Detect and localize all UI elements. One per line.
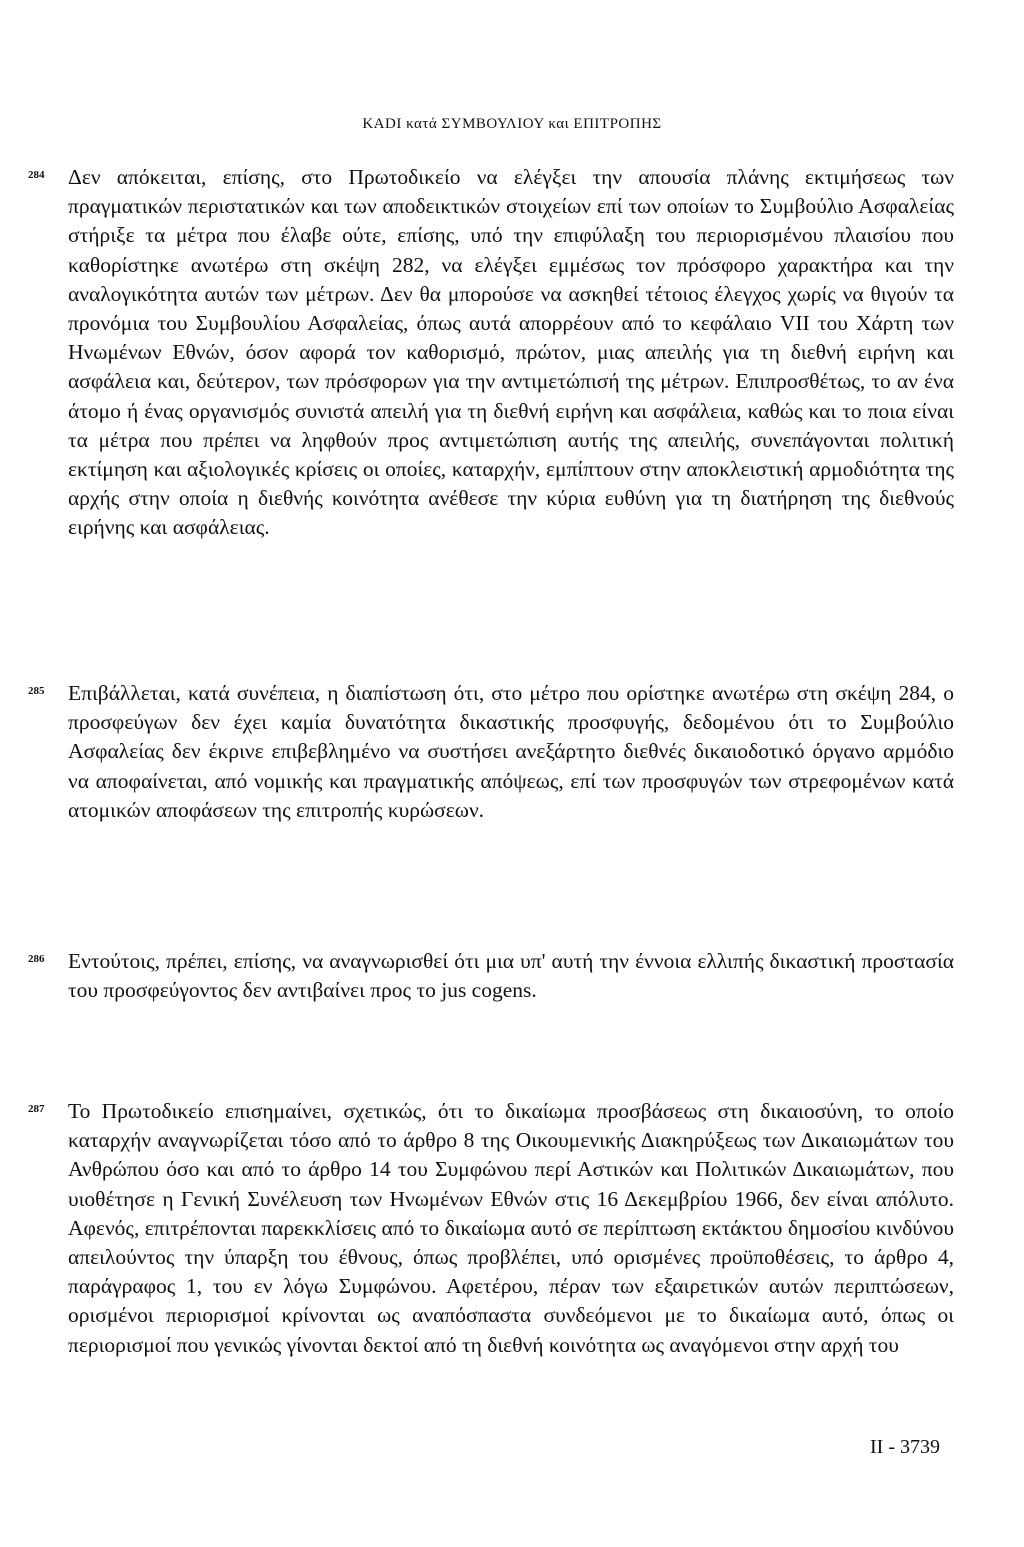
running-head: KADI κατά ΣΥΜΒΟΥΛΙΟΥ και ΕΠΙΤΡΟΠΗΣ (362, 116, 662, 132)
paragraph-number: 285 (28, 685, 45, 697)
paragraph-text: Εντούτοις, πρέπει, επίσης, να αναγνωρισθεί ότι μια υπ' αυτή την έννοια ελλιπής δικαστική προστασία του προσφεύγοντος δεν αντιβαίνει προς το jus cogens. (68, 949, 954, 1003)
paragraph-text: Δεν απόκειται, επίσης, στο Πρωτοδικείο να ελέγξει την απουσία πλάνης εκτιμήσεως των πραγματικών περιστατικών και των αποδεικτικών στοιχείων επί των οποίων το Συμβούλιο Ασφαλείας στήριξε τα μέτρα που έλαβε ούτε, επίσης, υπό την επιφύλαξη του περιορισμένου πλαισίου που καθορίστηκε ανωτέρω στη σκέψη 282, να ελέγξει εμμέσως τον πρόσφορο χαρακτήρα και την αναλογικότητα αυτών των μέτρων. Δεν θα μπορούσε να ασκηθεί τέτοιος έλεγχος χωρίς να θιγούν τα προνόμια του Συμβουλίου Ασφαλείας, όπως αυτά απορρέουν από το κεφάλαιο VII του Χάρτη των Ηνωμένων Εθνών, όσον αφορά τον καθορισμό, πρώτον, μιας απειλής για τη διεθνή ειρήνη και ασφάλεια και, δεύτερον, των πρόσφορων για την αντιμετώπισή της μέτρων. Επιπροσθέτως, το αν ένα άτομο ή ένας οργανισμός συνιστά απειλή για τη διεθνή ειρήνη και ασφάλεια, καθώς και το ποια είναι τα μέτρα που πρέπει να ληφθούν προς αντιμετώπιση αυτής της απειλής, συνεπάγονται πολιτική εκτίμηση και αξιολογικές κρίσεις οι οποίες, καταρχήν, εμπίπτουν στην αποκλειστική αρμοδιότητα της αρχής στην οποία η διεθνής κοινότητα ανέθεσε την κύρια ευθύνη για τη διατήρηση της διεθνούς ειρήνης και ασφάλειας. (68, 165, 954, 540)
page-number: II - 3739 (870, 1436, 940, 1458)
paragraph-284 (28, 163, 954, 543)
paragraph-number: 286 (28, 953, 45, 965)
paragraph-287 (28, 1097, 954, 1360)
paragraph-text: Επιβάλλεται, κατά συνέπεια, η διαπίστωση ότι, στο μέτρο που ορίστηκε ανωτέρω στη σκέψη 284, ο προσφεύγων δεν έχει καμία δυνατότητα δικαστικής προσφυγής, δεδομένου ότι το Συμβούλιο Ασφαλείας δεν έκρινε επιβεβλημένο να συστήσει ανεξάρτητο διεθνές δικαιοδοτικό όργανο αρμόδιο να αποφαίνεται, από νομικής και πραγματικής απόψεως, επί των προσφυγών των στρεφομένων κατά ατομικών αποφάσεων της επιτροπής κυρώσεων. (68, 681, 954, 822)
paragraph-text: Το Πρωτοδικείο επισημαίνει, σχετικώς, ότι το δικαίωμα προσβάσεως στη δικαιοσύνη, το οποίο καταρχήν αναγνωρίζεται τόσο από το άρθρο 8 της Οικουμενικής Διακηρύξεως των Δικαιωμάτων του Ανθρώπου όσο και από το άρθρο 14 του Συμφώνου περί Αστικών και Πολιτικών Δικαιωμάτων, που υιοθέτησε η Γενική Συνέλευση των Ηνωμένων Εθνών στις 16 Δεκεμβρίου 1966, δεν είναι απόλυτο. Αφενός, επιτρέπονται παρεκκλίσεις από το δικαίωμα αυτό σε περίπτωση εκτάκτου δημοσίου κινδύνου απειλούντος την ύπαρξη του έθνους, όπως προβλέπει, υπό ορισμένες προϋποθέσεις, το άρθρο 4, παράγραφος 1, του εν λόγω Συμφώνου. Αφετέρου, πέραν των εξαιρετικών αυτών περιπτώσεων, ορισμένοι περιορισμοί κρίνονται ως αναπόσπαστα συνδεόμενοι με το δικαίωμα αυτό, όπως οι περιορισμοί που γενικώς γίνονται δεκτοί από τη διεθνή κοινότητα ως αναγόμενοι στην αρχή του (68, 1099, 954, 1357)
paragraph-286 (28, 947, 954, 1005)
paragraph-number: 284 (28, 169, 45, 181)
paragraph-285 (28, 679, 954, 825)
paragraph-number: 287 (28, 1103, 45, 1115)
